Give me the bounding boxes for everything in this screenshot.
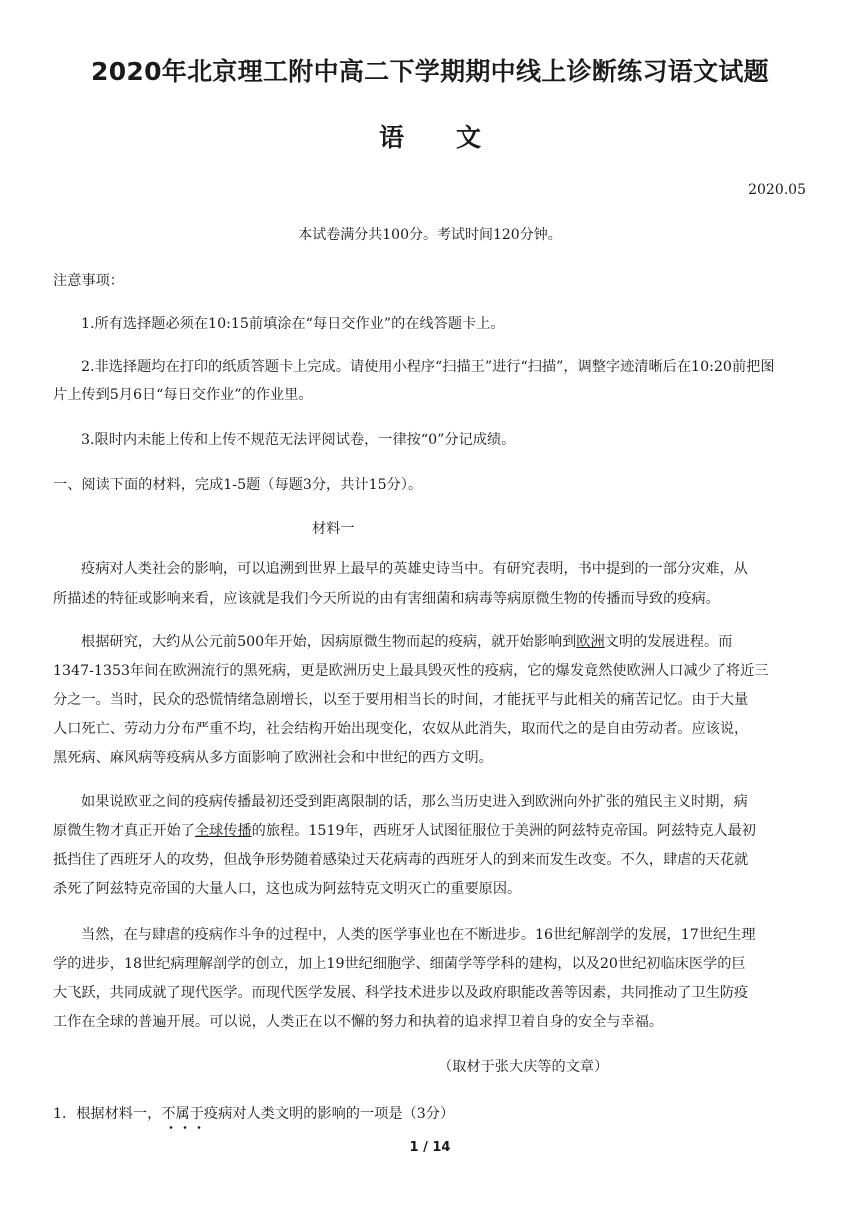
section-heading: 一、阅读下面的材料，完成1-5题（每题3分，共计15分）。	[53, 477, 423, 493]
underlined-term-global-spread: 全球传播	[194, 823, 252, 839]
material-label: 材料一	[312, 521, 355, 537]
exam-date: 2020.05	[748, 182, 806, 198]
paragraph-3-line-2: 原微生物才真正开始了全球传播的旅程。1519年，西班牙人试图征服位于美洲的阿兹特克帝国。阿兹特克人最初	[53, 823, 756, 839]
paragraph-4-line-3: 大飞跃，共同成就了现代医学。而现代医学发展、科学技术进步以及政府职能改善等因素，共同推动了卫生防疫	[53, 985, 749, 1001]
subject-heading: 语文	[378, 123, 533, 152]
page-number: 1 / 14	[409, 1140, 451, 1155]
paragraph-3-line-3: 抵挡住了西班牙人的攻势，但战争形势随着感染过天花病毒的西班牙人的到来而发生改变。不久，肆虐的天花就	[53, 852, 749, 868]
notice-heading: 注意事项：	[53, 273, 124, 289]
notice-item-3: 3.限时内未能上传和上传不规范无法评阅试卷，一律按“0”分记成绩。	[81, 432, 516, 448]
paragraph-3-line-4: 杀死了阿兹特克帝国的大量人口，这也成为阿兹特克文明灭亡的重要原因。	[53, 881, 522, 897]
paragraph-2-line-1: 根据研究，大约从公元前500年开始，因病原微生物而起的疫病，就开始影响到欧洲文明的发展进程。而	[81, 634, 733, 650]
paragraph-1-line-2: 所描述的特征或影响来看，应该就是我们今天所说的由有害细菌和病毒等病原微生物的传播而导致的疫病。	[53, 591, 720, 607]
paragraph-2-line-4: 人口死亡、劳动力分布严重不均，社会结构开始出现变化，农奴从此消失，取而代之的是自由劳动者。应该说，	[53, 721, 749, 737]
paragraph-4-line-2: 学的进步，18世纪病理解剖学的创立，加上19世纪细胞学、细菌学等学科的建构，以及20世纪初临床医学的巨	[53, 956, 746, 972]
source-attribution: （取材于张大庆等的文章）	[438, 1059, 609, 1075]
paragraph-2-line-3: 分之一。当时，民众的恐慌情绪急剧增长，以至于要用相当长的时间，才能抚平与此相关的痛苦记忆。由于大量	[53, 692, 749, 708]
paragraph-1-line-1: 疫病对人类社会的影响，可以追溯到世界上最早的英雄史诗当中。有研究表明，书中提到的一部分灾难，从	[81, 561, 748, 577]
notice-item-2-line-2: 片上传到5月6日“每日交作业”的作业里。	[53, 387, 313, 403]
notice-item-2-line-1: 2.非选择题均在打印的纸质答题卡上完成。请使用小程序“扫描王”进行“扫描”，调整字迹清晰后在10:20前把图	[81, 359, 775, 375]
paragraph-2-line-2: 1347-1353年间在欧洲流行的黑死病，更是欧洲历史上最具毁灭性的疫病，它的爆发竟然使欧洲人口减少了将近三	[53, 663, 769, 679]
document-title: 2020年北京理工附中高二下学期期中线上诊断练习语文试题	[91, 57, 769, 86]
paragraph-4-line-4: 工作在全球的普遍开展。可以说，人类正在以不懈的努力和执着的追求捍卫着自身的安全与幸福。	[53, 1014, 664, 1030]
notice-item-1: 1.所有选择题必须在10:15前填涂在“每日交作业”的在线答题卡上。	[81, 316, 505, 332]
paragraph-3-line-1: 如果说欧亚之间的疫病传播最初还受到距离限制的话，那么当历史进入到欧洲向外扩张的殖民主义时期，病	[81, 794, 748, 810]
question-1-stem: 1．根据材料一，不属于疫病对人类文明的影响的一项是（3分）	[53, 1106, 455, 1122]
underlined-term-europe: 欧洲	[576, 634, 605, 650]
exam-info: 本试卷满分共100分。考试时间120分钟。	[298, 227, 562, 243]
emphasis-dotted-text: 不属于	[161, 1106, 204, 1122]
paragraph-2-line-5: 黑死病、麻风病等疫病从多方面影响了欧洲社会和中世纪的西方文明。	[53, 750, 493, 766]
paragraph-4-line-1: 当然，在与肆虐的疫病作斗争的过程中，人类的医学事业也在不断进步。16世纪解剖学的发展，17世纪生理	[81, 927, 756, 943]
